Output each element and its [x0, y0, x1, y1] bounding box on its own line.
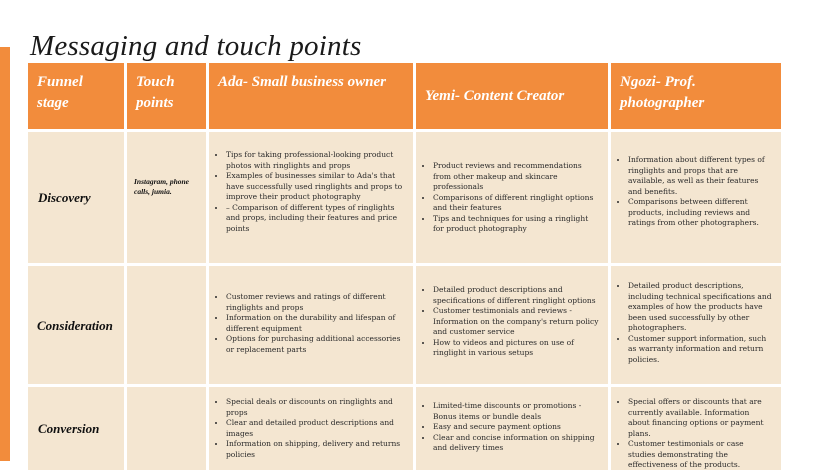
header-yemi: Yemi- Content Creator — [416, 63, 608, 129]
ada-conversion — [209, 387, 413, 470]
touch-points-discovery: Instagram, phone calls, jumia. — [127, 132, 206, 263]
list-item: • Customer support information, such as warranty information and return policies. — [628, 334, 773, 366]
ngozi-discovery — [611, 132, 781, 263]
stage-conversion: Conversion — [28, 387, 124, 470]
list-item: • Clear and detailed product descriptions and images — [226, 418, 405, 439]
ngozi-conversion — [611, 387, 781, 470]
list-item: • Information on the durability and lifespan of different equipment — [226, 313, 405, 334]
list-item: • Special offers or discounts that are currently available. Information about financing options or payment plans. — [628, 397, 773, 439]
messaging-table — [28, 63, 775, 469]
header-touch-points: Touch points — [127, 63, 206, 129]
stage-discovery: Discovery — [28, 132, 124, 263]
list-item: • Options for purchasing additional accessories or replacement parts — [226, 334, 405, 355]
list-item: • How to videos and pictures on use of ringlight in various setups — [433, 338, 600, 359]
list-item: • – Comparison of different types of ringlights and props, including their features and price points — [226, 203, 405, 235]
list-item: • Detailed product descriptions, including technical specifications and examples of how the products have been used successfully by other photographers. — [628, 281, 773, 334]
list-item: • Comparisons of different ringlight options and their features — [433, 193, 600, 214]
list-item: • Comparisons between different products, including reviews and ratings from other photographers. — [628, 197, 773, 229]
touch-points-consideration — [127, 266, 206, 384]
list-item: • Detailed product descriptions and specifications of different ringlight options — [433, 285, 600, 306]
header-ada: Ada- Small business owner — [209, 63, 413, 129]
list-item: • Clear and concise information on shipping and delivery times — [433, 433, 600, 454]
ada-discovery — [209, 132, 413, 263]
ngozi-consideration — [611, 266, 781, 384]
touch-points-conversion — [127, 387, 206, 470]
list-item: • Easy and secure payment options — [433, 422, 600, 433]
list-item: • Customer testimonials and reviews - Information on the company's return policy and customer service — [433, 306, 600, 338]
list-item: • Product reviews and recommendations from other makeup and skincare professionals — [433, 161, 600, 193]
list-item: • Information on shipping, delivery and returns policies — [226, 439, 405, 460]
header-ngozi: Ngozi- Prof. photographer — [611, 63, 781, 129]
list-item: • Tips for taking professional-looking product photos with ringlights and props — [226, 150, 405, 171]
header-funnel-stage: Funnel stage — [28, 63, 124, 129]
ada-consideration — [209, 266, 413, 384]
stage-consideration: Consideration — [28, 266, 124, 384]
list-item: • Information about different types of ringlights and props that are available, as well as their features and benefits. — [628, 155, 773, 197]
yemi-consideration — [416, 266, 608, 384]
list-item: • Examples of businesses similar to Ada's that have successfully used ringlights and props to improve their product photography — [226, 171, 405, 203]
yemi-conversion — [416, 387, 608, 470]
list-item: • Customer testimonials or case studies demonstrating the effectiveness of the products. — [628, 439, 773, 470]
list-item: • Customer reviews and ratings of different ringlights and props — [226, 292, 405, 313]
accent-bar — [0, 47, 10, 461]
list-item: • Tips and techniques for using a ringlight for product photography — [433, 214, 600, 235]
list-item: • Special deals or discounts on ringlights and props — [226, 397, 405, 418]
yemi-discovery — [416, 132, 608, 263]
slide-title: Messaging and touch points — [30, 30, 362, 62]
list-item: • Limited-time discounts or promotions - Bonus items or bundle deals — [433, 401, 600, 422]
